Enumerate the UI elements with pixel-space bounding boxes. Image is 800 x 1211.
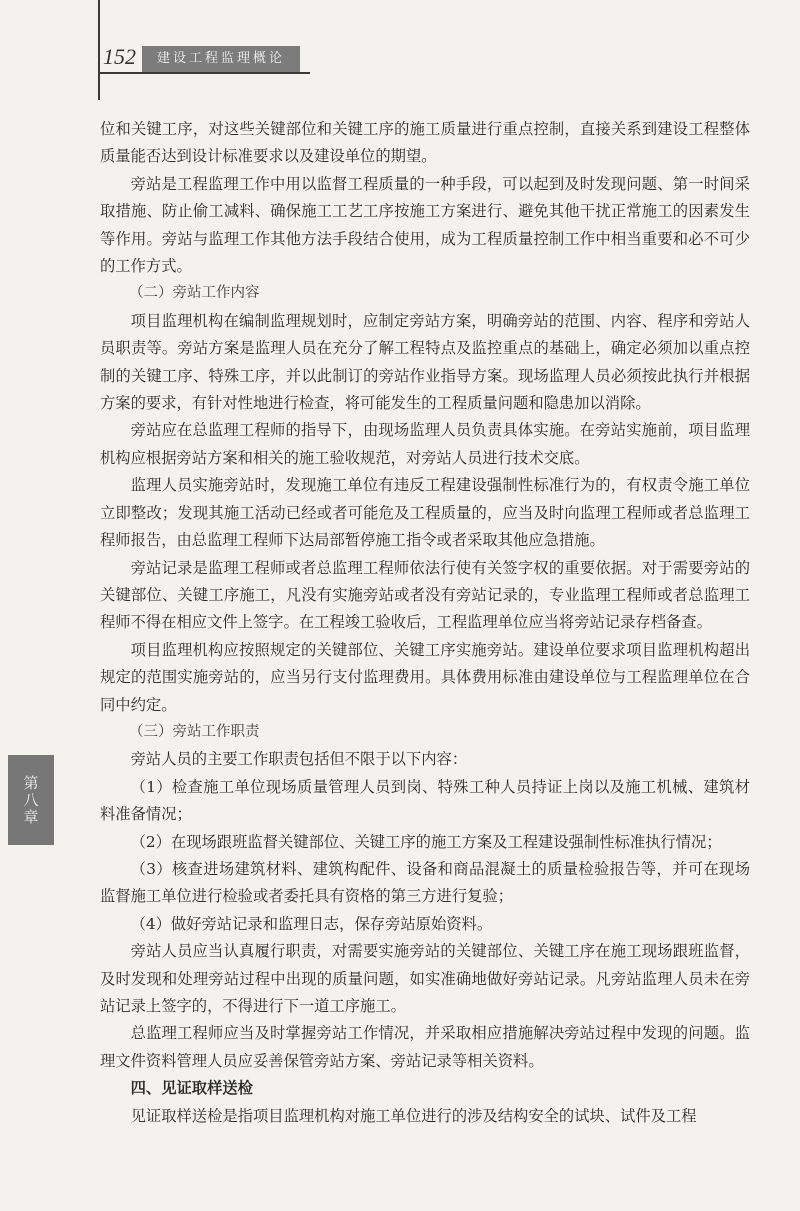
paragraph: 旁站记录是监理工程师或者总监理工程师依法行使有关签字权的重要依据。对于需要旁站的关键部位、关键工序施工，凡没有实施旁站或者没有旁站记录的，专业监理工程师或者总监理工程师不得在相应文件上签字。在工程竣工验收后，工程监理单位应当将旁站记录存档备查。 [100, 558, 750, 632]
list-item: （3）核查进场建筑材料、建筑构配件、设备和商品混凝土的质量检验报告等，并可在现场监督施工单位进行检验或者委托具有资格的第三方进行复验； [100, 859, 750, 906]
chapter-tab: 第八章 [8, 755, 54, 845]
subsection-heading: （三）旁站工作职责 [129, 723, 260, 740]
header-horizontal-rule [98, 72, 310, 74]
paragraph: 旁站人员应当认真履行职责，对需要实施旁站的关键部位、关键工序在施工现场跟班监督，及时发现和处理旁站过程中出现的质量问题，如实准确地做好旁站记录。凡旁站监理人员未在旁站记录上签字的，不得进行下一道工序施工。 [100, 942, 750, 1015]
paragraph: 见证取样送检是指项目监理机构对施工单位进行的涉及结构安全的试块、试件及工程 [130, 1106, 697, 1125]
list-item: （2）在现场跟班监督关键部位、关键工序的施工方案及工程建设强制性标准执行情况； [130, 832, 722, 851]
paragraph: 项目监理机构应按照规定的关键部位、关键工序实施旁站。建设单位要求项目监理机构超出规定的范围实施旁站的，应当另行支付监理费用。具体费用标准由建设单位与工程监理单位在合同中约定。 [100, 640, 750, 714]
paragraph: 总监理工程师应当及时掌握旁站工作情况，并采取相应措施解决旁站过程中发现的问题。监理文件资料管理人员应妥善保管旁站方案、旁站记录等相关资料。 [100, 1024, 750, 1070]
paragraph: 旁站应在总监理工程师的指导下，由现场监理人员负责具体实施。在旁站实施前，项目监理机构应根据旁站方案和相关的施工验收规范，对旁站人员进行技术交底。 [100, 421, 750, 467]
page-header [0, 0, 800, 100]
list-item: （4）做好旁站记录和监理日志，保存旁站原始资料。 [130, 914, 493, 933]
page-body [100, 116, 750, 1130]
header-vertical-rule [98, 0, 100, 100]
page-number: 152 [103, 44, 136, 69]
paragraph: 项目监理机构在编制监理规划时，应制定旁站方案，明确旁站的范围、内容、程序和旁站人员职责等。旁站方案是监理人员在充分了解工程特点及监控重点的基础上，确定必须加以重点控制的关键工序、特殊工序，并以此制订的旁站作业指导方案。现场监理人员必须按此执行并根据方案的要求，有针对性地进行检查，将可能发生的工程质量问题和隐患加以消除。 [100, 311, 750, 413]
section-heading: 四、见证取样送检 [130, 1079, 253, 1098]
paragraph: 旁站人员的主要工作职责包括但不限于以下内容： [130, 750, 468, 769]
paragraph: 监理人员实施旁站时，发现施工单位有违反工程建设强制性标准行为的，有权责令施工单位立即整改；发现其施工活动已经或者可能危及工程质量的，应当及时向监理工程师或者总监理工程师报告，由总监理工程师下达局部暂停施工指令或者采取其他应急措施。 [100, 476, 750, 550]
subsection-heading: （二）旁站工作内容 [129, 285, 260, 302]
list-item: （1）检查施工单位现场质量管理人员到岗、特殊工种人员持证上岗以及施工机械、建筑材料准备情况； [100, 777, 750, 824]
paragraph: 旁站是工程监理工作中用以监督工程质量的一种手段，可以起到及时发现问题、第一时间采取措施、防止偷工减料、确保施工工艺工序按施工方案进行、避免其他干扰正常施工的因素发生等作用。旁站与监理工作其他方法手段结合使用，成为工程质量控制工作中相当重要和必不可少的工作方式。 [100, 174, 750, 276]
running-header-title: 建设工程监理概论 [142, 46, 300, 72]
paragraph: 位和关键工序，对这些关键部位和关键工序的施工质量进行重点控制，直接关系到建设工程整体质量能否达到设计标准要求以及建设单位的期望。 [100, 120, 750, 166]
